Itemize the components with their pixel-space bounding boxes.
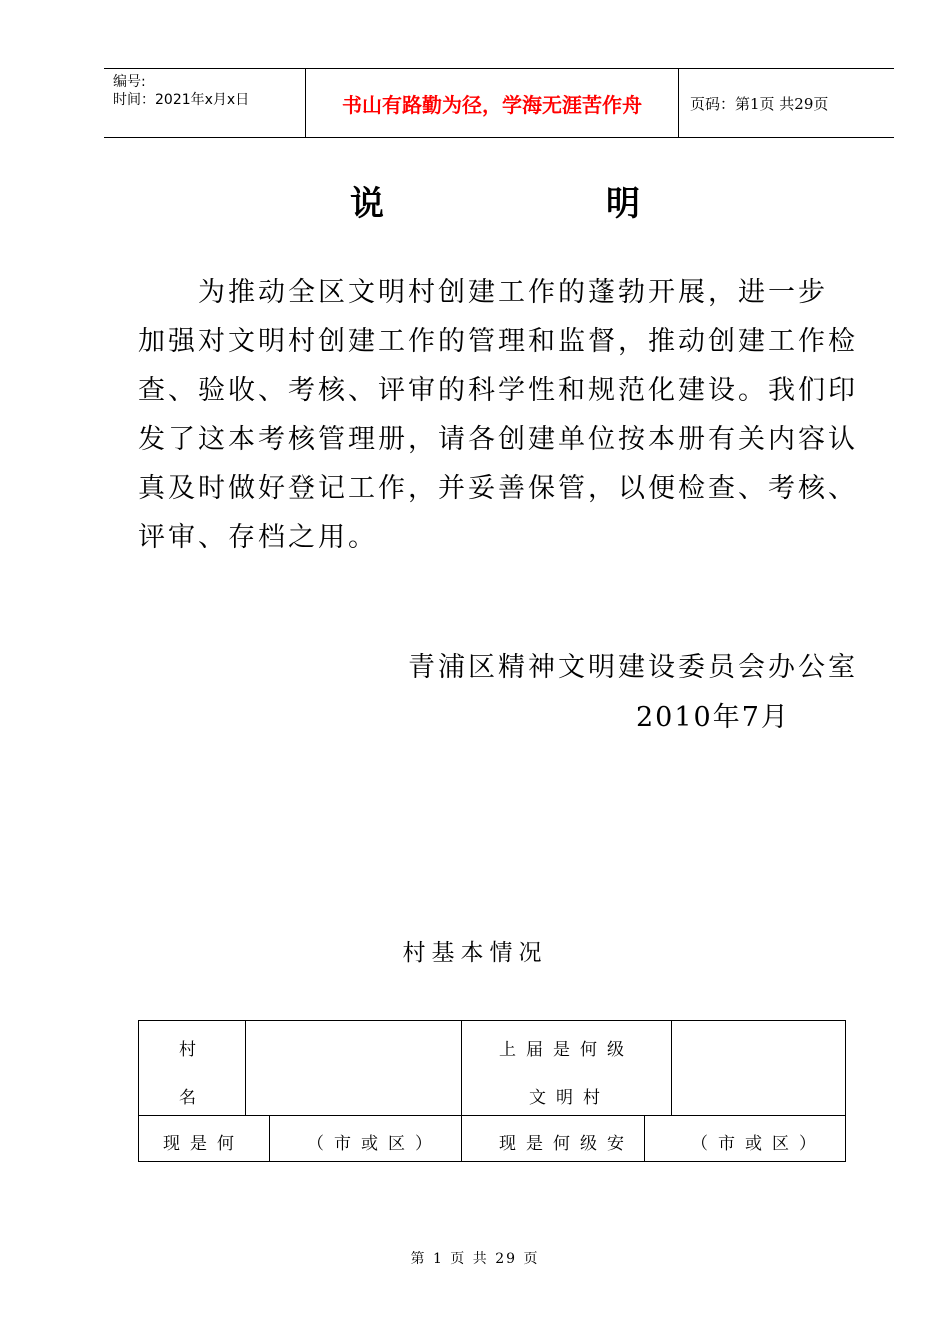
cell-current-level-safe: 现是何级安 bbox=[499, 1134, 634, 1154]
header-page-info bbox=[680, 69, 894, 137]
table-col-divider bbox=[245, 1021, 246, 1115]
page-footer: 第 1 页 共 29 页 bbox=[410, 1251, 540, 1267]
title-left-char: 说 bbox=[350, 184, 384, 224]
table-col-divider bbox=[461, 1021, 462, 1161]
body-line: 发了这本考核管理册，请各创建单位按本册有关内容认 bbox=[138, 424, 858, 455]
header-meta bbox=[104, 69, 306, 137]
table-col-divider bbox=[671, 1021, 672, 1115]
cell-village-label-b: 名 bbox=[179, 1088, 206, 1108]
cell-prev-level-a: 上届是何级 bbox=[499, 1040, 634, 1060]
cell-prev-level-b: 文明村 bbox=[529, 1088, 610, 1108]
title-right-char: 明 bbox=[606, 184, 640, 224]
header-motto bbox=[306, 69, 679, 137]
body-line: 真及时做好登记工作，并妥善保管，以便检查、考核、 bbox=[138, 473, 858, 504]
time-label: 时间：2021年x月x日 bbox=[113, 92, 250, 108]
section-title: 村基本情况 bbox=[402, 940, 548, 966]
body-paragraph bbox=[138, 268, 862, 562]
village-info-table bbox=[138, 1020, 846, 1162]
motto-text: 书山有路勤为径，学海无涯苦作舟 bbox=[342, 92, 642, 117]
table-row-divider bbox=[139, 1115, 845, 1116]
cell-current-level: 现是何 bbox=[163, 1134, 244, 1154]
page-info-text: 页码：第1页 共29页 bbox=[690, 94, 829, 113]
body-line: 加强对文明村创建工作的管理和监督，推动创建工作检 bbox=[138, 326, 858, 357]
body-line: 查、验收、考核、评审的科学性和规范化建设。我们印 bbox=[138, 375, 858, 406]
cell-city-or-district-2: （市或区） bbox=[691, 1134, 826, 1154]
signature-date: 2010年7月 bbox=[636, 702, 790, 733]
table-col-divider bbox=[269, 1115, 270, 1161]
cell-city-or-district-1: （市或区） bbox=[307, 1134, 442, 1154]
number-label: 编号: bbox=[113, 74, 146, 90]
signature-org: 青浦区精神文明建设委员会办公室 bbox=[408, 652, 858, 683]
body-line: 评审、存档之用。 bbox=[138, 522, 378, 553]
table-col-divider bbox=[644, 1115, 645, 1161]
body-line: 为推动全区文明村创建工作的蓬勃开展，进一步 bbox=[138, 277, 828, 308]
cell-village-label-a: 村 bbox=[179, 1040, 206, 1060]
document-header bbox=[104, 68, 894, 138]
